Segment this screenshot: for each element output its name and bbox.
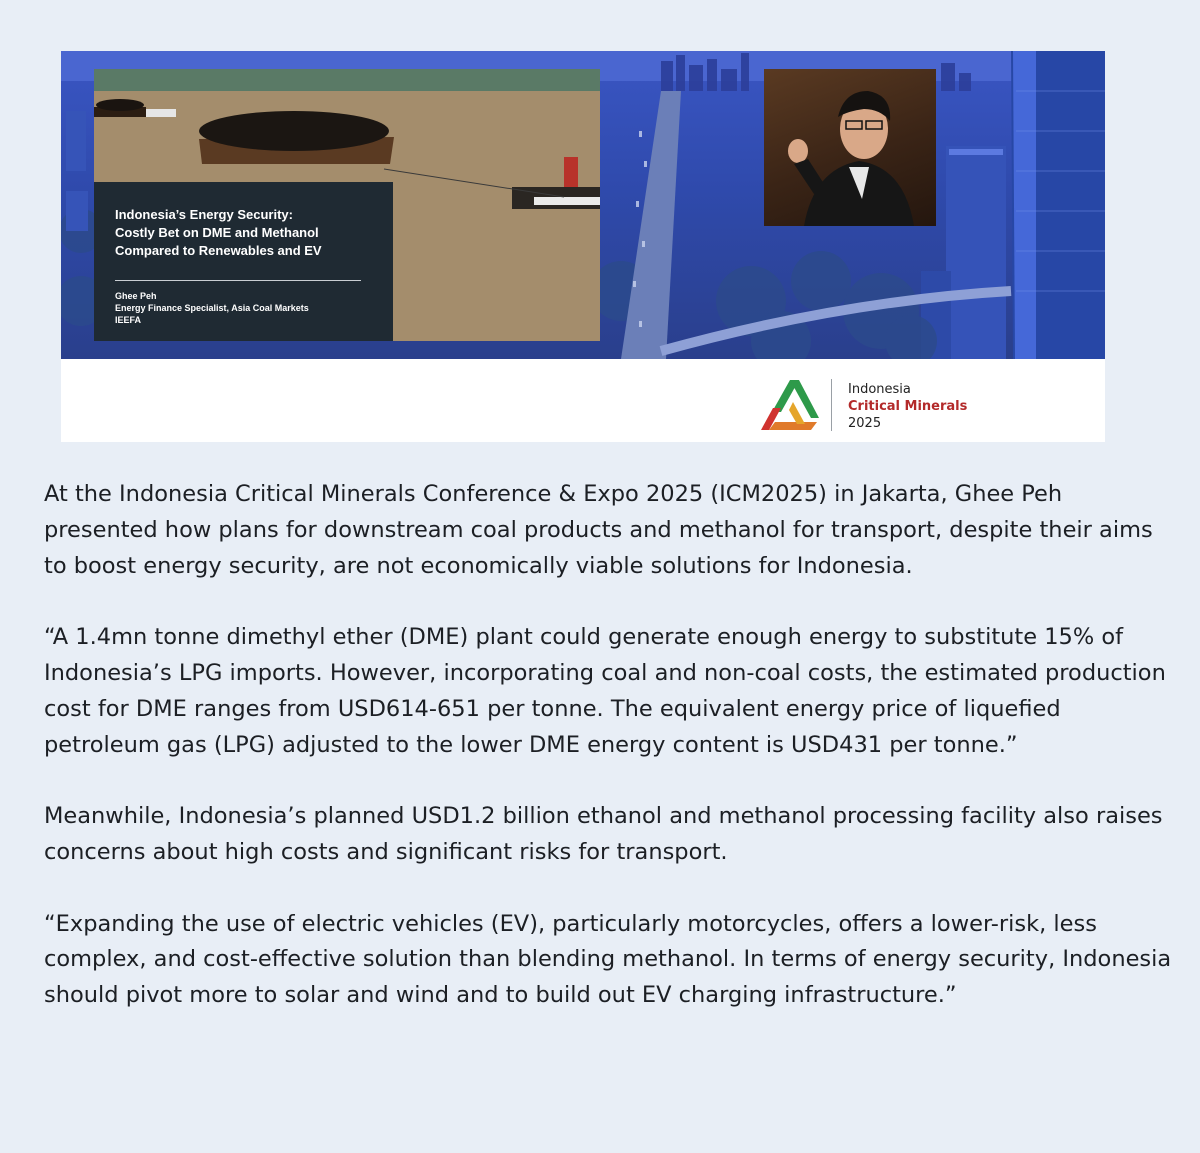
logo-line-critical-minerals: Critical Minerals — [848, 399, 968, 414]
logo-wordmark — [848, 381, 967, 432]
coal-barge-photo — [94, 69, 600, 341]
article-paragraph-1: At the Indonesia Critical Minerals Conference & Expo 2025 (ICM2025) in Jakarta, Ghee Peh presented how plans for downstream coal products and methanol for transport, despite their aims to boost energy security, are not economically viable solutions for Indonesia. — [44, 481, 1153, 579]
speaker-photo — [764, 69, 936, 226]
city-backdrop-image — [61, 51, 1105, 359]
logo-divider — [831, 379, 832, 431]
article-paragraph-3: Meanwhile, Indonesia’s planned USD1.2 billion ethanol and methanol processing facility also raises concerns about high costs and significant risks for transport. — [44, 803, 1163, 865]
presentation-title-card — [94, 182, 393, 341]
article-body — [44, 477, 1174, 1050]
title-divider — [115, 280, 361, 281]
presenter-credits — [115, 290, 309, 326]
presenter-name: Ghee Peh — [115, 291, 157, 301]
article-paragraph-4: “Expanding the use of electric vehicles (EV), particularly motorcycles, offers a lower-risk, less complex, and cost-effective solution than blending methanol. In terms of energy security, Indonesia should pivot more to solar and wind and to build out EV charging infrastructure.” — [44, 910, 1172, 1009]
logo-line-year: 2025 — [848, 416, 882, 431]
article-paragraph-2: “A 1.4mn tonne dimethyl ether (DME) plant could generate enough energy to substitute 15% of Indonesia’s LPG imports. However, incorporating coal and non-coal costs, the estimated production cost for DME ranges from USD614-651 per tonne. The equivalent energy price of liquefied petroleum gas (LPG) adjusted to the lower DME energy content is USD431 per tonne.” — [44, 624, 1166, 758]
presenter-org: IEEFA — [115, 315, 142, 325]
presentation-title: Indonesia’s Energy Security: Costly Bet on DME and Methanol Compared to Renewables and EV — [115, 207, 322, 258]
logo-line-indonesia: Indonesia — [848, 382, 911, 397]
icm2025-logo — [759, 378, 979, 432]
presenter-role: Energy Finance Specialist, Asia Coal Markets — [115, 303, 309, 313]
triangle-logo-icon — [759, 378, 821, 432]
event-banner — [61, 51, 1105, 442]
